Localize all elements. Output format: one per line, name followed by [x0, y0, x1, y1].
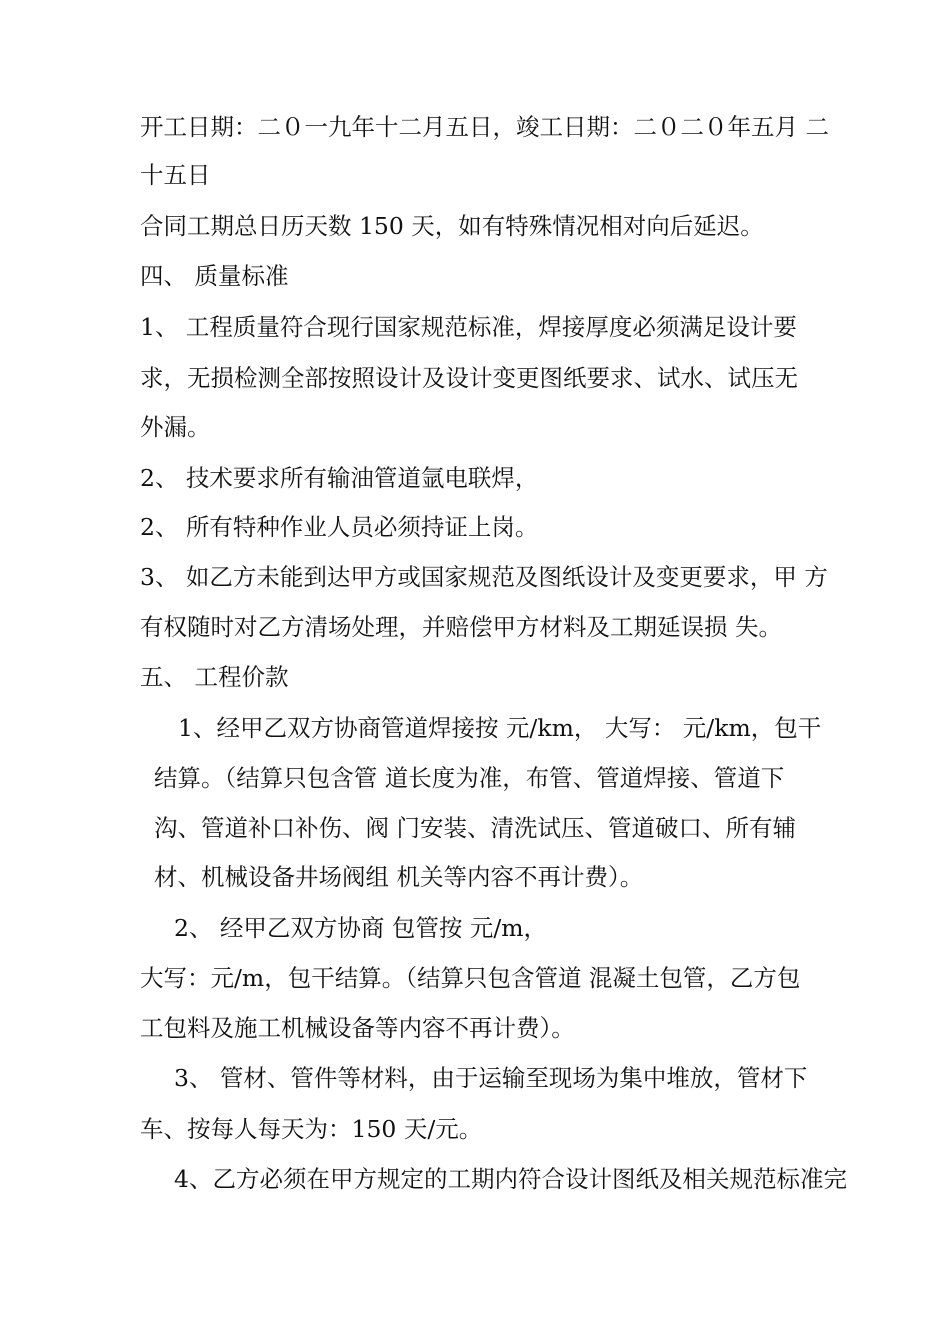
line-start-date: 开工日期：二０一九年十二月五日，竣工日期：二０二０年五月 二 — [140, 113, 829, 141]
line-price-1-cont: 结算。（结算只包含管 道长度为准，布管、管道焊接、管道下 — [154, 764, 785, 792]
section-heading-price: 五、 工程价款 — [140, 663, 289, 691]
line-quality-1-cont: 求，无损检测全部按照设计及设计变更图纸要求、试水、试压无 — [140, 364, 798, 392]
section-heading-quality: 四、 质量标准 — [140, 262, 289, 290]
line-contract-period: 合同工期总日历天数 150 天，如有特殊情况相对向后延迟。 — [140, 212, 764, 240]
line-price-3-cont: 车、按每人每天为：150 天/元。 — [140, 1115, 483, 1143]
line-price-2: 2、 经甲乙双方协商 包管按 元/m， — [174, 914, 548, 942]
line-quality-1-cont2: 外漏。 — [140, 413, 211, 441]
line-price-2-cont: 大写：元/m，包干结算。（结算只包含管道 混凝土包管，乙方包 — [140, 964, 801, 992]
line-quality-3: 3、 如乙方未能到达甲方或国家规范及图纸设计及变更要求，甲 方 — [140, 563, 828, 591]
line-price-4: 4、乙方必须在甲方规定的工期内符合设计图纸及相关规范标准完 — [174, 1165, 847, 1193]
line-quality-2: 2、 技术要求所有输油管道氩电联焊， — [140, 464, 539, 492]
line-price-1-cont2: 沟、管道补口补伤、阀 门安装、清洗试压、管道破口、所有辅 — [154, 814, 796, 842]
line-price-1: 1、经甲乙双方协商管道焊接按 元/km， 大写： 元/km，包干 — [178, 714, 822, 742]
line-quality-2b: 2、 所有特种作业人员必须持证上岗。 — [140, 513, 539, 541]
line-quality-1: 1、 工程质量符合现行国家规范标准，焊接厚度必须满足设计要 — [140, 313, 797, 341]
line-price-3: 3、 管材、管件等材料，由于运输至现场为集中堆放，管材下 — [174, 1064, 808, 1092]
line-start-date-cont: 十五日 — [140, 161, 211, 189]
line-quality-3-cont: 有权随时对乙方清场处理，并赔偿甲方材料及工期延误损 失。 — [140, 613, 782, 641]
line-price-2-cont2: 工包料及施工机械设备等内容不再计费）。 — [140, 1014, 575, 1042]
line-price-1-cont3: 材、机械设备井场阀组 机关等内容不再计费）。 — [154, 863, 644, 891]
